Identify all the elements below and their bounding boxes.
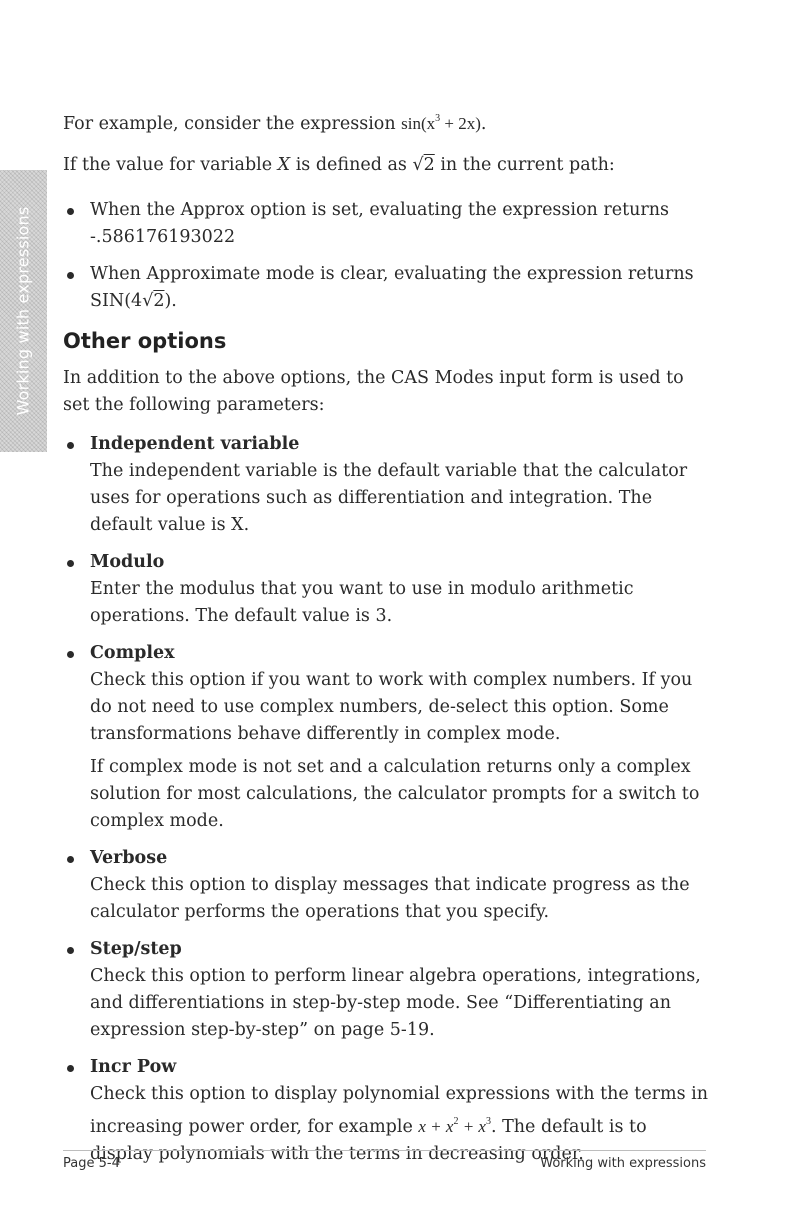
expression: $\sin(x^3 + 2x)$ — [401, 113, 481, 133]
option-term: Independent variable — [90, 434, 300, 454]
chapter-title: Working with expressions — [540, 1156, 706, 1171]
intro-line-2: If the value for variable X is defined as √2 in the current path: — [63, 155, 615, 175]
section-intro: In addition to the above options, the CAS Modes input form is used to set the following parameters: — [63, 368, 684, 415]
option-description: Check this option if you want to work with complex numbers. If you do not need to use complex numbers, de-select this option. Some transformations behave differently in complex mode. — [90, 670, 693, 744]
option-term: Step/step — [90, 939, 182, 959]
list-item: When Approximate mode is clear, evaluating the expression returns SIN(4√2). — [63, 261, 713, 315]
option-description: The independent variable is the default variable that the calculator uses for operations such as differentiation and integration. The default value is X. — [90, 461, 688, 535]
option-term: Modulo — [90, 552, 165, 572]
option-term: Verbose — [90, 848, 168, 868]
option-item — [63, 845, 713, 926]
polynomial-expression: $x + x^2 + x^3$ — [418, 1116, 491, 1136]
option-item — [63, 640, 713, 835]
option-term: Incr Pow — [90, 1057, 177, 1077]
option-description: Enter the modulus that you want to use in modulo arithmetic operations. The default value is 3. — [90, 579, 634, 626]
page-content — [63, 105, 713, 1178]
option-description: Check this option to perform linear algebra operations, integrations, and differentiations in step-by-step mode. See “Differentiating an expression step-by-step” on page 5-19. — [90, 966, 701, 1040]
side-tab-label: Working with expressions — [13, 206, 33, 416]
section-heading: Other options — [63, 329, 227, 353]
option-description: If complex mode is not set and a calculation returns only a complex solution for most calculations, the calculator prompts for a switch to complex mode. — [90, 757, 700, 831]
page-number: Page 5-4 — [63, 1156, 120, 1171]
approx-list — [63, 197, 713, 315]
option-item — [63, 431, 713, 539]
option-description: Check this option to display messages that indicate progress as the calculator performs the operations that you specify. — [90, 875, 690, 922]
list-item: When the Approx option is set, evaluating the expression returns -.586176193022 — [63, 197, 713, 251]
options-list — [63, 431, 713, 1168]
option-description: Check this option to display polynomial expressions with the terms in increasing power order, for example $x + x^2 + x^3$. The default is to display polynomials with the terms in decreasing order. — [90, 1084, 709, 1164]
intro-line-1: For example, consider the expression $\sin(x^3 + 2x)$. — [63, 113, 487, 134]
option-term: Complex — [90, 643, 175, 663]
footer-rule — [63, 1150, 706, 1151]
option-item — [63, 936, 713, 1044]
option-item — [63, 549, 713, 630]
